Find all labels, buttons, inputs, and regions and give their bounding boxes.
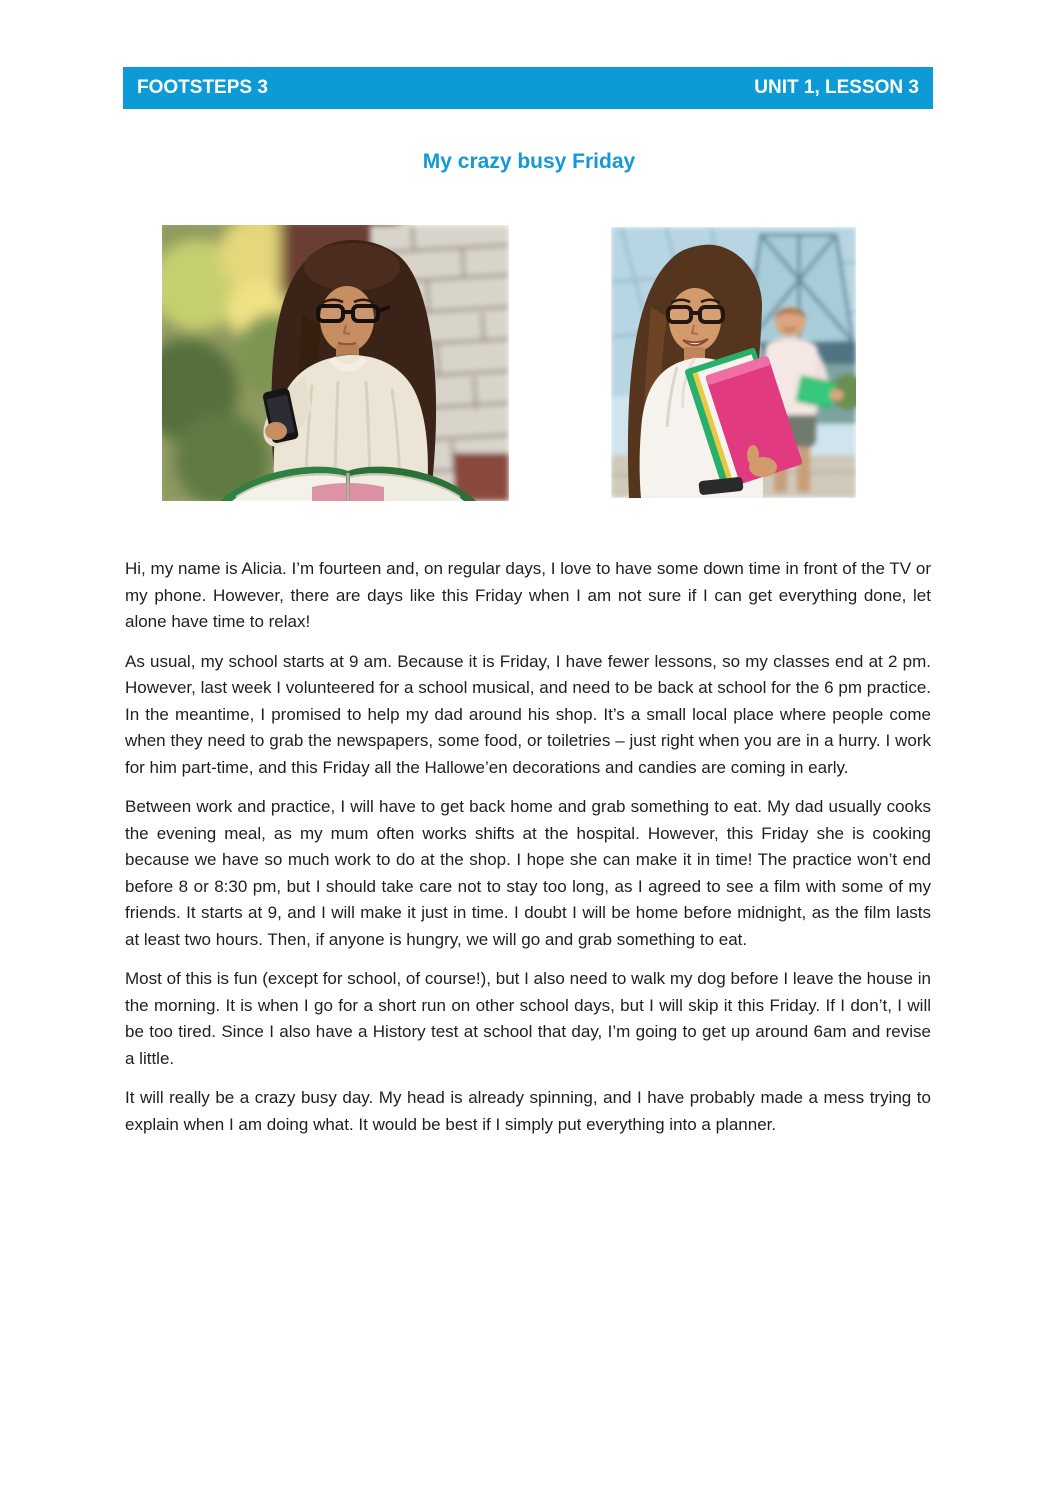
photo-row	[162, 225, 856, 501]
reading-text	[125, 556, 931, 1151]
banner-unit-lesson: UNIT 1, LESSON 3	[754, 77, 919, 98]
header-banner	[123, 67, 933, 109]
paragraph: Between work and practice, I will have to get back home and grab something to eat. My dad usually cooks the evening meal, as my mum often works shifts at the hospital. However, this Friday she is cooking because we have so much work to do at the shop. I hope she can make it in time! The practice won’t end before 8 or 8:30 pm, but I should take care not to stay too long, as I agreed to see a film with some of my friends. It starts at 9, and I will make it just in time. I doubt I will be home before midnight, as the film lasts at least two hours. Then, if anyone is hungry, we will go and grab something to eat.	[125, 797, 931, 949]
photo-girl-reading-phone	[162, 225, 509, 501]
paragraph: Most of this is fun (except for school, of course!), but I also need to walk my dog before I leave the house in the morning. It is when I go for a short run on other school days, but I will skip it this Friday. If I don’t, I will be too tired. Since I also have a History test at school that day, I’m going to get up around 6am and revise a little.	[125, 969, 931, 1068]
paragraph: It will really be a crazy busy day. My head is already spinning, and I have probably made a mess trying to explain when I am doing what. It would be best if I simply put everything into a planner.	[125, 1088, 931, 1134]
glasses	[318, 306, 390, 321]
paragraph: As usual, my school starts at 9 am. Because it is Friday, I have fewer lessons, so my classes end at 2 pm. However, last week I volunteered for a school musical, and need to be back at school for the 6 pm practice. In the meantime, I promised to help my dad around his shop. It’s a small local place where people come when they need to grab the newspapers, some food, or toiletries – just right when you are in a hurry. I work for him part-time, and this Friday all the Hallowe’en decorations and candies are coming in early.	[125, 651, 931, 777]
paragraph: Hi, my name is Alicia. I’m fourteen and, on regular days, I love to have some down time in front of the TV or my phone. However, there are days like this Friday when I am not sure if I can get everything done, let alone have time to relax!	[125, 559, 931, 631]
banner-book-title: FOOTSTEPS 3	[137, 77, 268, 98]
page-title: My crazy busy Friday	[422, 150, 636, 174]
photo-students-with-notebooks	[611, 227, 856, 498]
